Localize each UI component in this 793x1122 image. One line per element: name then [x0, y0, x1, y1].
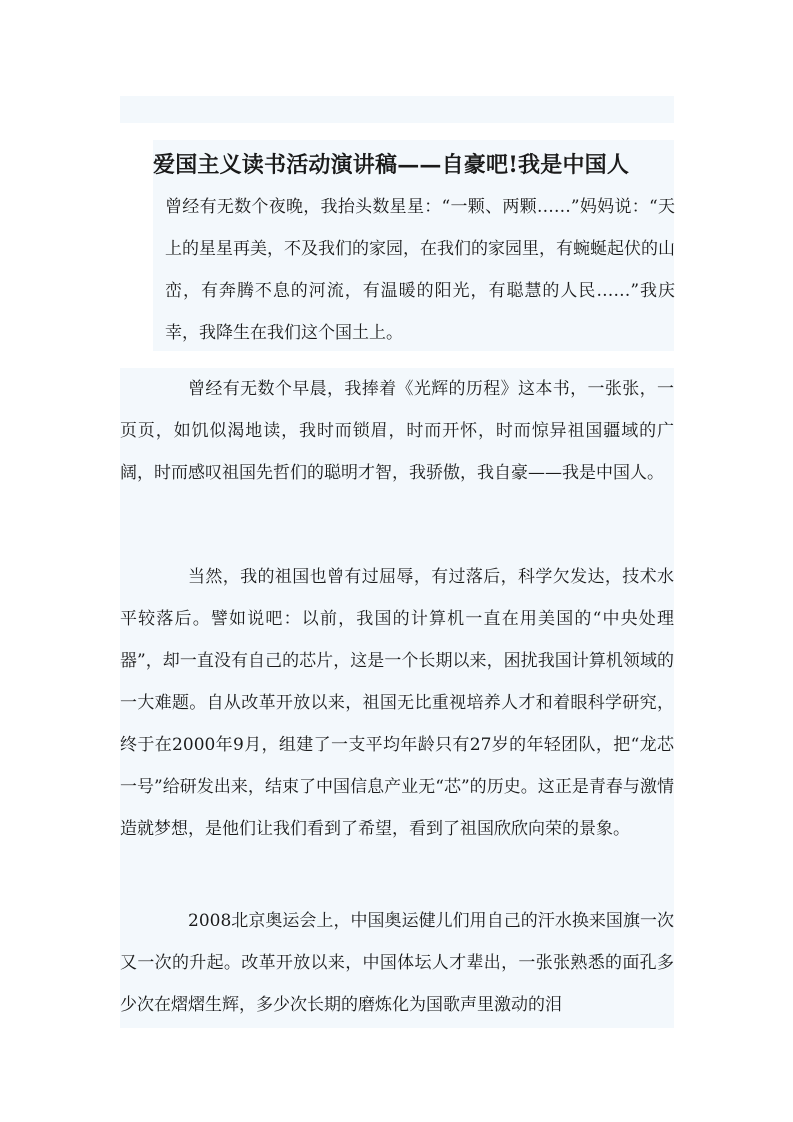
body-paragraph: 曾经有无数个早晨，我捧着《光辉的历程》这本书，一张张，一页页，如饥似渴地读，我时而锁眉，时而开怀，时而惊异祖国疆域的广阔，时而感叹祖国先哲们的聪明才智，我骄傲，我自豪——我是中国人。: [120, 379, 674, 483]
body-paragraph: 当然，我的祖国也曾有过屈辱，有过落后，科学欠发达，技术水平较落后。譬如说吧：以前，我国的计算机一直在用美国的“中央处理器”，却一直没有自己的芯片，这是一个长期以来，困扰我国计算机领域的一大难题。自从改革开放以来，祖国无比重视培养人才和着眼科学研究，终于在2000年9月，组建了一支平均年龄只有27岁的年轻团队，把“龙芯一号”给研发出来，结束了中国信息产业无“芯”的历史。这正是青春与激情造就梦想，是他们让我们看到了希望，看到了祖国欣欣向荣的景象。: [120, 567, 674, 839]
header-band: [120, 96, 674, 123]
document-title: 爱国主义读书活动演讲稿——自豪吧!我是中国人: [153, 152, 630, 178]
intro-paragraph: 曾经有无数个夜晚，我抬头数星星：“一颗、两颗……”妈妈说：“天上的星星再美，不及我们的家园，在我们的家园里，有蜿蜒起伏的山峦，有奔腾不息的河流，有温暖的阳光，有聪慧的人民……”我庆幸，我降生在我们这个国土上。: [165, 197, 675, 343]
body-paragraph: 2008北京奥运会上，中国奥运健儿们用自己的汗水换来国旗一次又一次的升起。改革开放以来，中国体坛人才辈出，一张张熟悉的面孔多少次在熠熠生辉，多少次长期的磨炼化为国歌声里激动的泪: [120, 911, 674, 1015]
